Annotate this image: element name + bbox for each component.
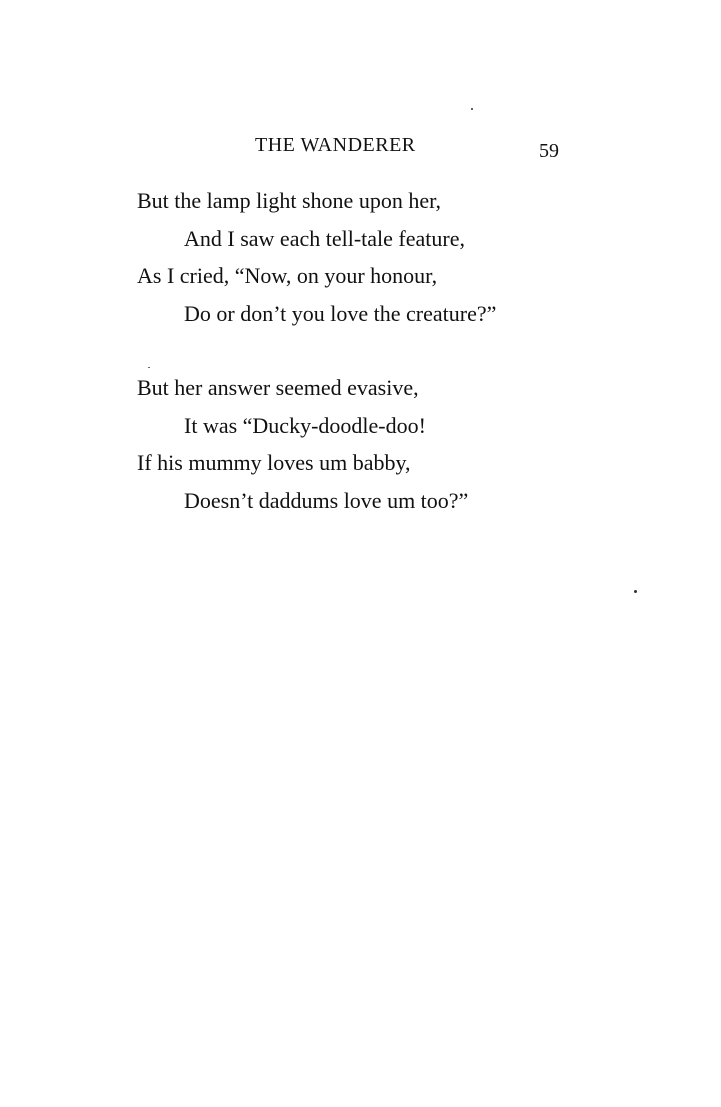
poem-stanza <box>137 182 496 332</box>
poem-stanza <box>137 369 468 519</box>
poem-line: But the lamp light shone upon her, <box>137 188 442 213</box>
poem-line-indented: Doesn’t daddums love um too?” <box>184 487 469 513</box>
print-speck <box>471 108 473 110</box>
poem-line: But her answer seemed evasive, <box>137 375 419 400</box>
poem-line-indented: It was “Ducky-doodle-doo! <box>184 412 426 438</box>
print-speck <box>148 367 150 368</box>
poem-line-indented: Do or don’t you love the creature?” <box>184 300 497 326</box>
print-speck <box>634 590 637 593</box>
poem-line: If his mummy loves um babby, <box>137 450 411 475</box>
poem-line-indented: And I saw each tell-tale feature, <box>184 225 465 251</box>
poem-line: As I cried, “Now, on your honour, <box>137 263 438 288</box>
page-number: 59 <box>539 140 559 162</box>
running-head-title: THE WANDERER <box>255 134 416 156</box>
